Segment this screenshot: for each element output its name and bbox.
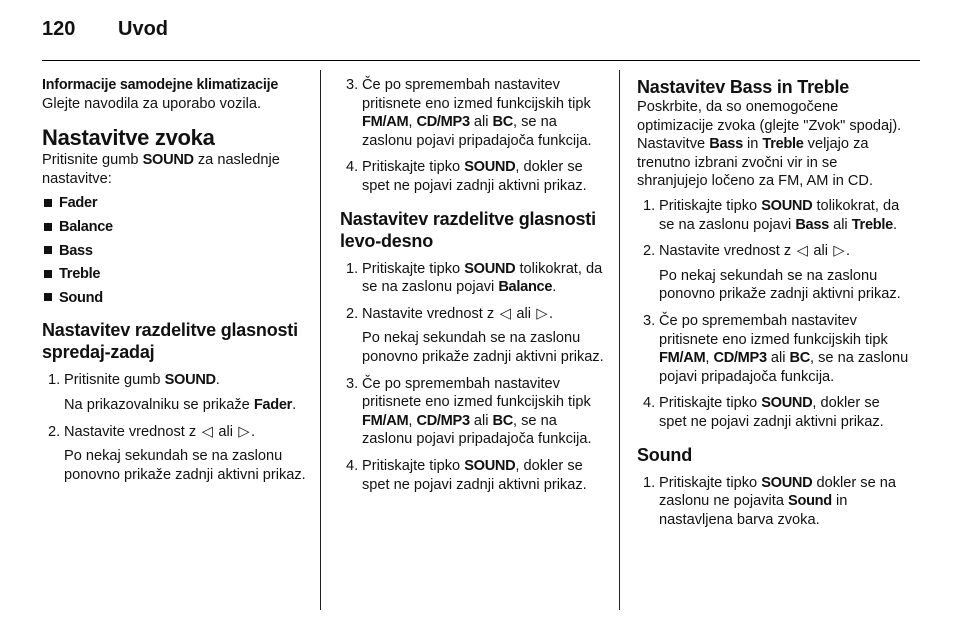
triangle-left-icon: ◁ xyxy=(201,423,213,440)
section-title: Uvod xyxy=(118,18,168,40)
bullet-icon xyxy=(44,270,52,278)
climate-info-heading: Informacije samodejne klimatizacije xyxy=(42,77,279,93)
bullet-icon xyxy=(44,293,52,301)
left-right-heading: Nastavitev razdelitve glasnosti levo-desno xyxy=(340,208,596,251)
step-item: 4. Pritiskajte tipko SOUND, dokler se spet ne pojavi zadnji aktivni prikaz. xyxy=(643,395,884,430)
left-right-steps xyxy=(340,260,606,495)
front-rear-steps-continued xyxy=(340,76,606,196)
bass-treble-heading: Nastavitev Bass in Treble xyxy=(637,77,850,97)
step-item: 1. Pritisnite gumb SOUND. Na prikazovalniku se prikaže Fader. xyxy=(48,372,297,413)
step-item: 2. Nastavite vrednost z ◁ ali ▷. Po nekaj sekundah se na zaslonu ponovno prikaže zadnji aktivni prikaz. xyxy=(48,423,306,483)
triangle-right-icon: ▷ xyxy=(833,243,845,260)
step-item: 3. Če po spremembah nastavitev pritisnete eno izmed funkcijskih tipk FM/AM, CD/MP3 ali BC, se na zaslonu pojavi pripadajoča funkcija. xyxy=(346,375,592,448)
page-number: 120 xyxy=(42,18,76,40)
sound-steps xyxy=(637,474,909,530)
step-item: 2. Nastavite vrednost z ◁ ali ▷. Po nekaj sekundah se na zaslonu ponovno prikaže zadnji aktivni prikaz. xyxy=(643,243,901,303)
triangle-left-icon: ◁ xyxy=(499,305,511,322)
step-item: 4. Pritiskajte tipko SOUND, dokler se spet ne pojavi zadnji aktivni prikaz. xyxy=(346,457,587,493)
step-item: 3. Če po spremembah nastavitev pritisnete eno izmed funkcijskih tipk FM/AM, CD/MP3 ali BC, se na zaslonu pojavi pripadajoča funkcija. xyxy=(346,77,592,149)
triangle-right-icon: ▷ xyxy=(238,423,250,440)
sound-settings-intro: Pritisnite gumb SOUND za naslednje nastavitve: xyxy=(42,152,280,187)
sound-heading: Sound xyxy=(637,444,692,465)
list-item: Bass xyxy=(42,242,310,261)
bass-treble-steps xyxy=(637,197,909,432)
step-item: 4. Pritiskajte tipko SOUND, dokler se spet ne pojavi zadnji aktivni prikaz. xyxy=(346,159,587,194)
front-rear-heading: Nastavitev razdelitve glasnosti spredaj-zadaj xyxy=(42,320,298,363)
climate-info-text: Glejte navodila za uporabo vozila. xyxy=(42,95,262,112)
sound-key-label: SOUND xyxy=(142,152,194,169)
column-1 xyxy=(42,76,310,492)
step-item: 2. Nastavite vrednost z ◁ ali ▷. Po nekaj sekundah se na zaslonu ponovno prikaže zadnji aktivni prikaz. xyxy=(346,305,604,365)
sound-settings-heading: Nastavitve zvoka xyxy=(42,125,215,151)
bass-treble-intro: Poskrbite, da so onemogočene optimizacije zvoka (glejte "Zvok" spodaj). xyxy=(637,99,902,134)
list-item: Sound xyxy=(42,289,310,308)
front-rear-steps xyxy=(42,371,310,484)
step-item: 1. Pritiskajte tipko SOUND tolikokrat, da se na zaslonu pojavi Bass ali Treble. xyxy=(643,197,900,233)
list-item: Treble xyxy=(42,265,310,284)
step-item: 1. Pritiskajte tipko SOUND dokler se na zaslonu ne pojavita Sound in nastavljena barva zvoka. xyxy=(643,474,896,528)
bullet-icon xyxy=(44,246,52,254)
list-item: Fader xyxy=(42,194,310,213)
column-divider-2 xyxy=(619,70,620,610)
bullet-icon xyxy=(44,199,52,207)
bass-treble-note: Nastavitve Bass in Treble veljajo za trenutno izbrani zvočni vir in se shranjujejo ločeno za FM, AM in CD. xyxy=(637,136,874,190)
settings-list xyxy=(42,194,310,307)
column-divider-1 xyxy=(320,70,321,610)
column-2 xyxy=(340,76,606,502)
step-item: 1. Pritiskajte tipko SOUND tolikokrat, da se na zaslonu pojavi Balance. xyxy=(346,260,603,296)
bullet-icon xyxy=(44,223,52,231)
step-item: 3. Če po spremembah nastavitev pritisnete eno izmed funkcijskih tipk FM/AM, CD/MP3 ali BC, se na zaslonu pojavi pripadajoča funkcija. xyxy=(643,312,909,385)
triangle-right-icon: ▷ xyxy=(536,305,548,322)
column-3 xyxy=(637,76,909,537)
header-rule xyxy=(42,60,920,61)
list-item: Balance xyxy=(42,218,310,237)
triangle-left-icon: ◁ xyxy=(796,243,808,260)
